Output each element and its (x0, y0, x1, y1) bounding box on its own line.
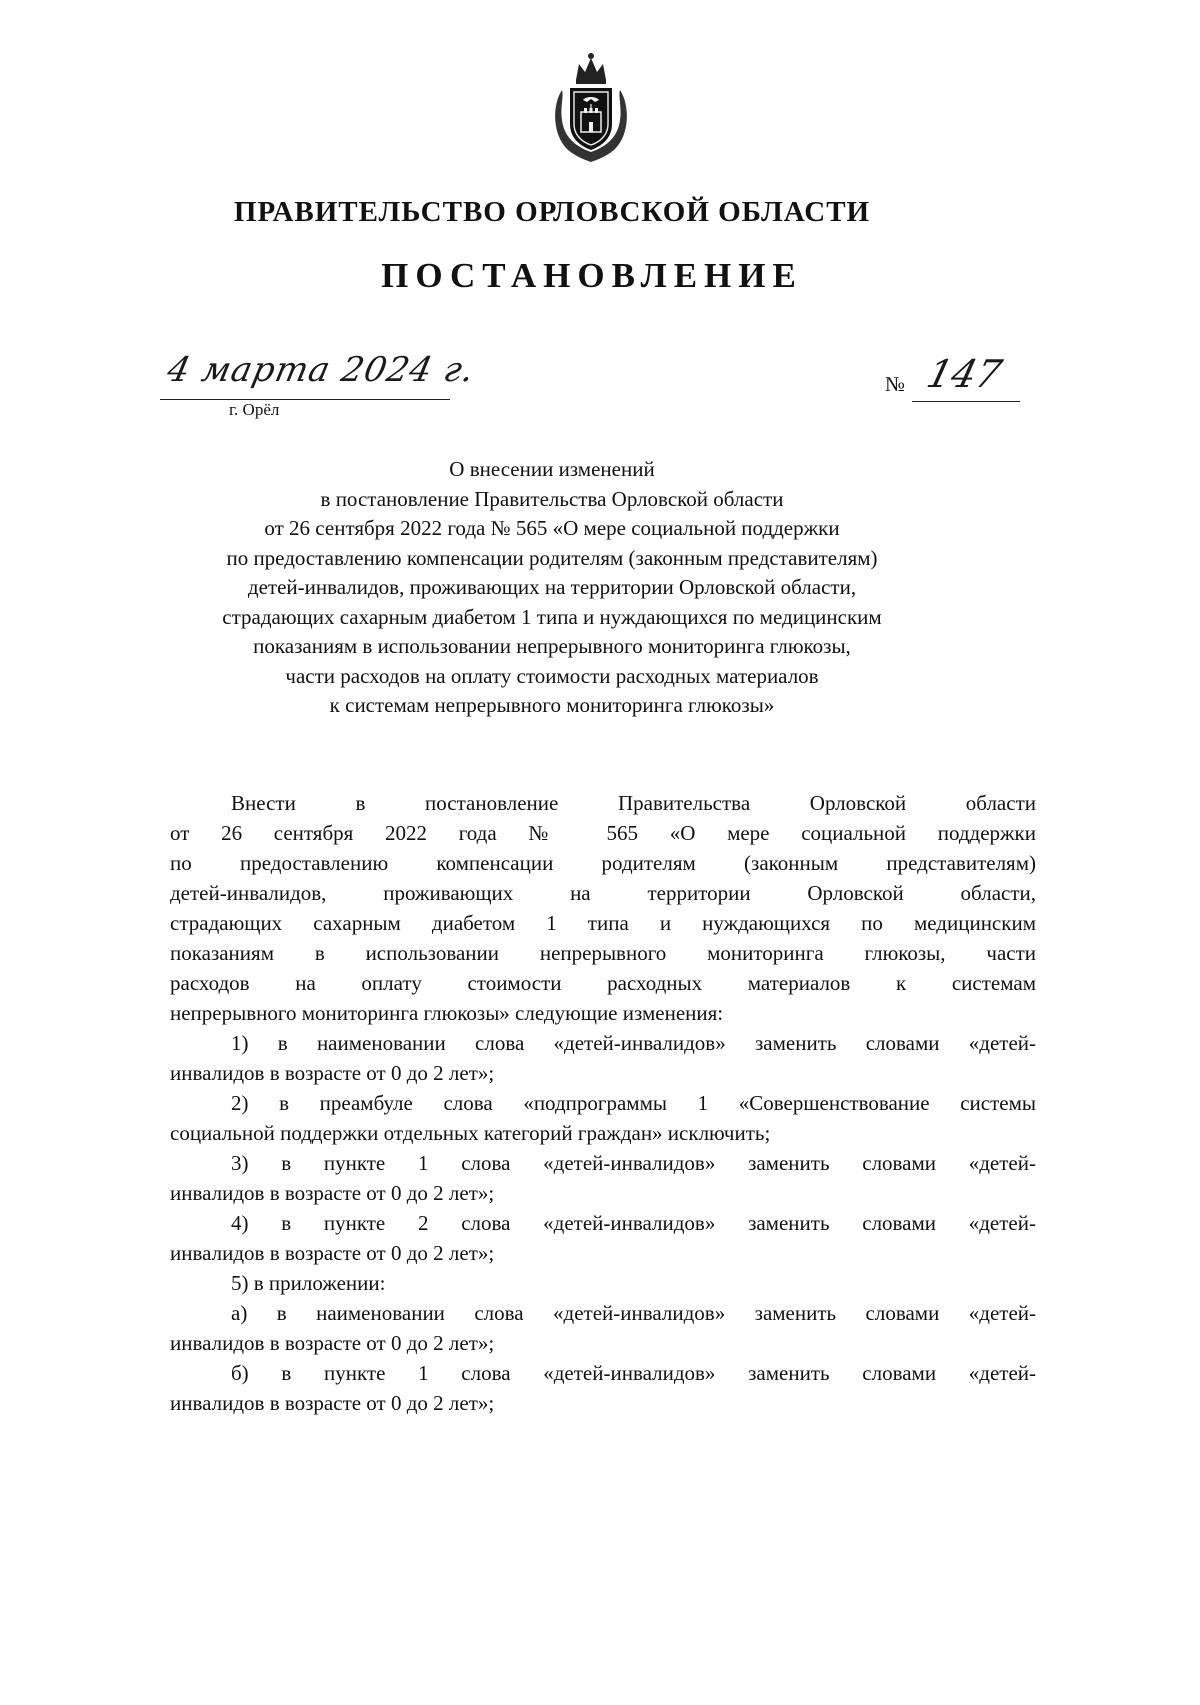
body-line: инвалидов в возрасте от 0 до 2 лет»; (170, 1331, 495, 1355)
body-paragraph (170, 1028, 1036, 1088)
handwritten-date: 4 марта 2024 г. (163, 350, 479, 390)
body-line: 5) в приложении: (231, 1271, 386, 1295)
handwritten-number: 147 (922, 352, 1007, 396)
number-sign: № (885, 372, 906, 396)
subject-line: О внесении изменений (449, 457, 655, 481)
body-line: расходов на оплату стоимости расходных материалов к системам (170, 971, 1036, 995)
body-line: Внести в постановление Правительства Орловской области (231, 791, 1036, 815)
body-line: 3) в пункте 1 слова «детей-инвалидов» заменить словами «детей- (231, 1151, 1036, 1175)
document-body (170, 788, 1036, 1418)
body-paragraph (170, 788, 1036, 1028)
subject-line: по предоставлению компенсации родителям (законным представителям) (226, 545, 878, 570)
body-line: инвалидов в возрасте от 0 до 2 лет»; (170, 1181, 495, 1205)
body-paragraph (170, 1298, 1036, 1358)
subject-line: страдающих сахарным диабетом 1 типа и нуждающихся по медицинским (222, 604, 882, 629)
body-line: инвалидов в возрасте от 0 до 2 лет»; (170, 1241, 495, 1265)
body-paragraph (170, 1358, 1036, 1418)
document-subject (0, 455, 1104, 721)
body-line: показаниям в использовании непрерывного мониторинга глюкозы, части (170, 941, 1036, 965)
body-line: от 26 сентября 2022 года № 565 «О мере социальной поддержки (170, 821, 1036, 845)
body-line: 2) в преамбуле слова «подпрограммы 1 «Совершенствование системы (231, 1091, 1036, 1115)
city-label: г. Орёл (229, 400, 280, 419)
document-type-title: ПОСТАНОВЛЕНИЕ (381, 256, 803, 295)
body-line: а) в наименовании слова «детей-инвалидов» заменить словами «детей- (231, 1301, 1036, 1325)
body-line: по предоставлению компенсации родителям (законным представителям) (170, 851, 1036, 875)
body-line: детей-инвалидов, проживающих на территории Орловской области, (170, 881, 1036, 905)
subject-line: части расходов на оплату стоимости расходных материалов (285, 663, 819, 688)
subject-line: в постановление Правительства Орловской области (320, 486, 784, 511)
body-line: 4) в пункте 2 слова «детей-инвалидов» заменить словами «детей- (231, 1211, 1036, 1235)
subject-line: детей-инвалидов, проживающих на территории Орловской области, (247, 575, 857, 599)
subject-line: к системам непрерывного мониторинга глюкозы» (329, 693, 775, 717)
body-paragraph (170, 1088, 1036, 1148)
body-line: страдающих сахарным диабетом 1 типа и нуждающихся по медицинским (170, 911, 1036, 935)
coat-of-arms-emblem (548, 50, 634, 164)
date-underline (160, 399, 450, 400)
body-line: инвалидов в возрасте от 0 до 2 лет»; (170, 1391, 495, 1415)
subject-line: показаниям в использовании непрерывного мониторинга глюкозы, (253, 634, 851, 658)
body-line: социальной поддержки отдельных категорий граждан» исключить; (170, 1121, 771, 1145)
body-line: инвалидов в возрасте от 0 до 2 лет»; (170, 1061, 495, 1085)
body-paragraph (170, 1268, 1036, 1298)
body-paragraph (170, 1208, 1036, 1268)
subject-line: от 26 сентября 2022 года № 565 «О мере социальной поддержки (264, 516, 840, 540)
body-line: непрерывного мониторинга глюкозы» следующие изменения: (170, 1001, 724, 1025)
body-line: 1) в наименовании слова «детей-инвалидов» заменить словами «детей- (231, 1031, 1036, 1055)
number-underline (912, 401, 1020, 402)
body-paragraph (170, 1148, 1036, 1208)
body-line: б) в пункте 1 слова «детей-инвалидов» заменить словами «детей- (231, 1361, 1036, 1385)
government-title: ПРАВИТЕЛЬСТВО ОРЛОВСКОЙ ОБЛАСТИ (233, 196, 871, 228)
